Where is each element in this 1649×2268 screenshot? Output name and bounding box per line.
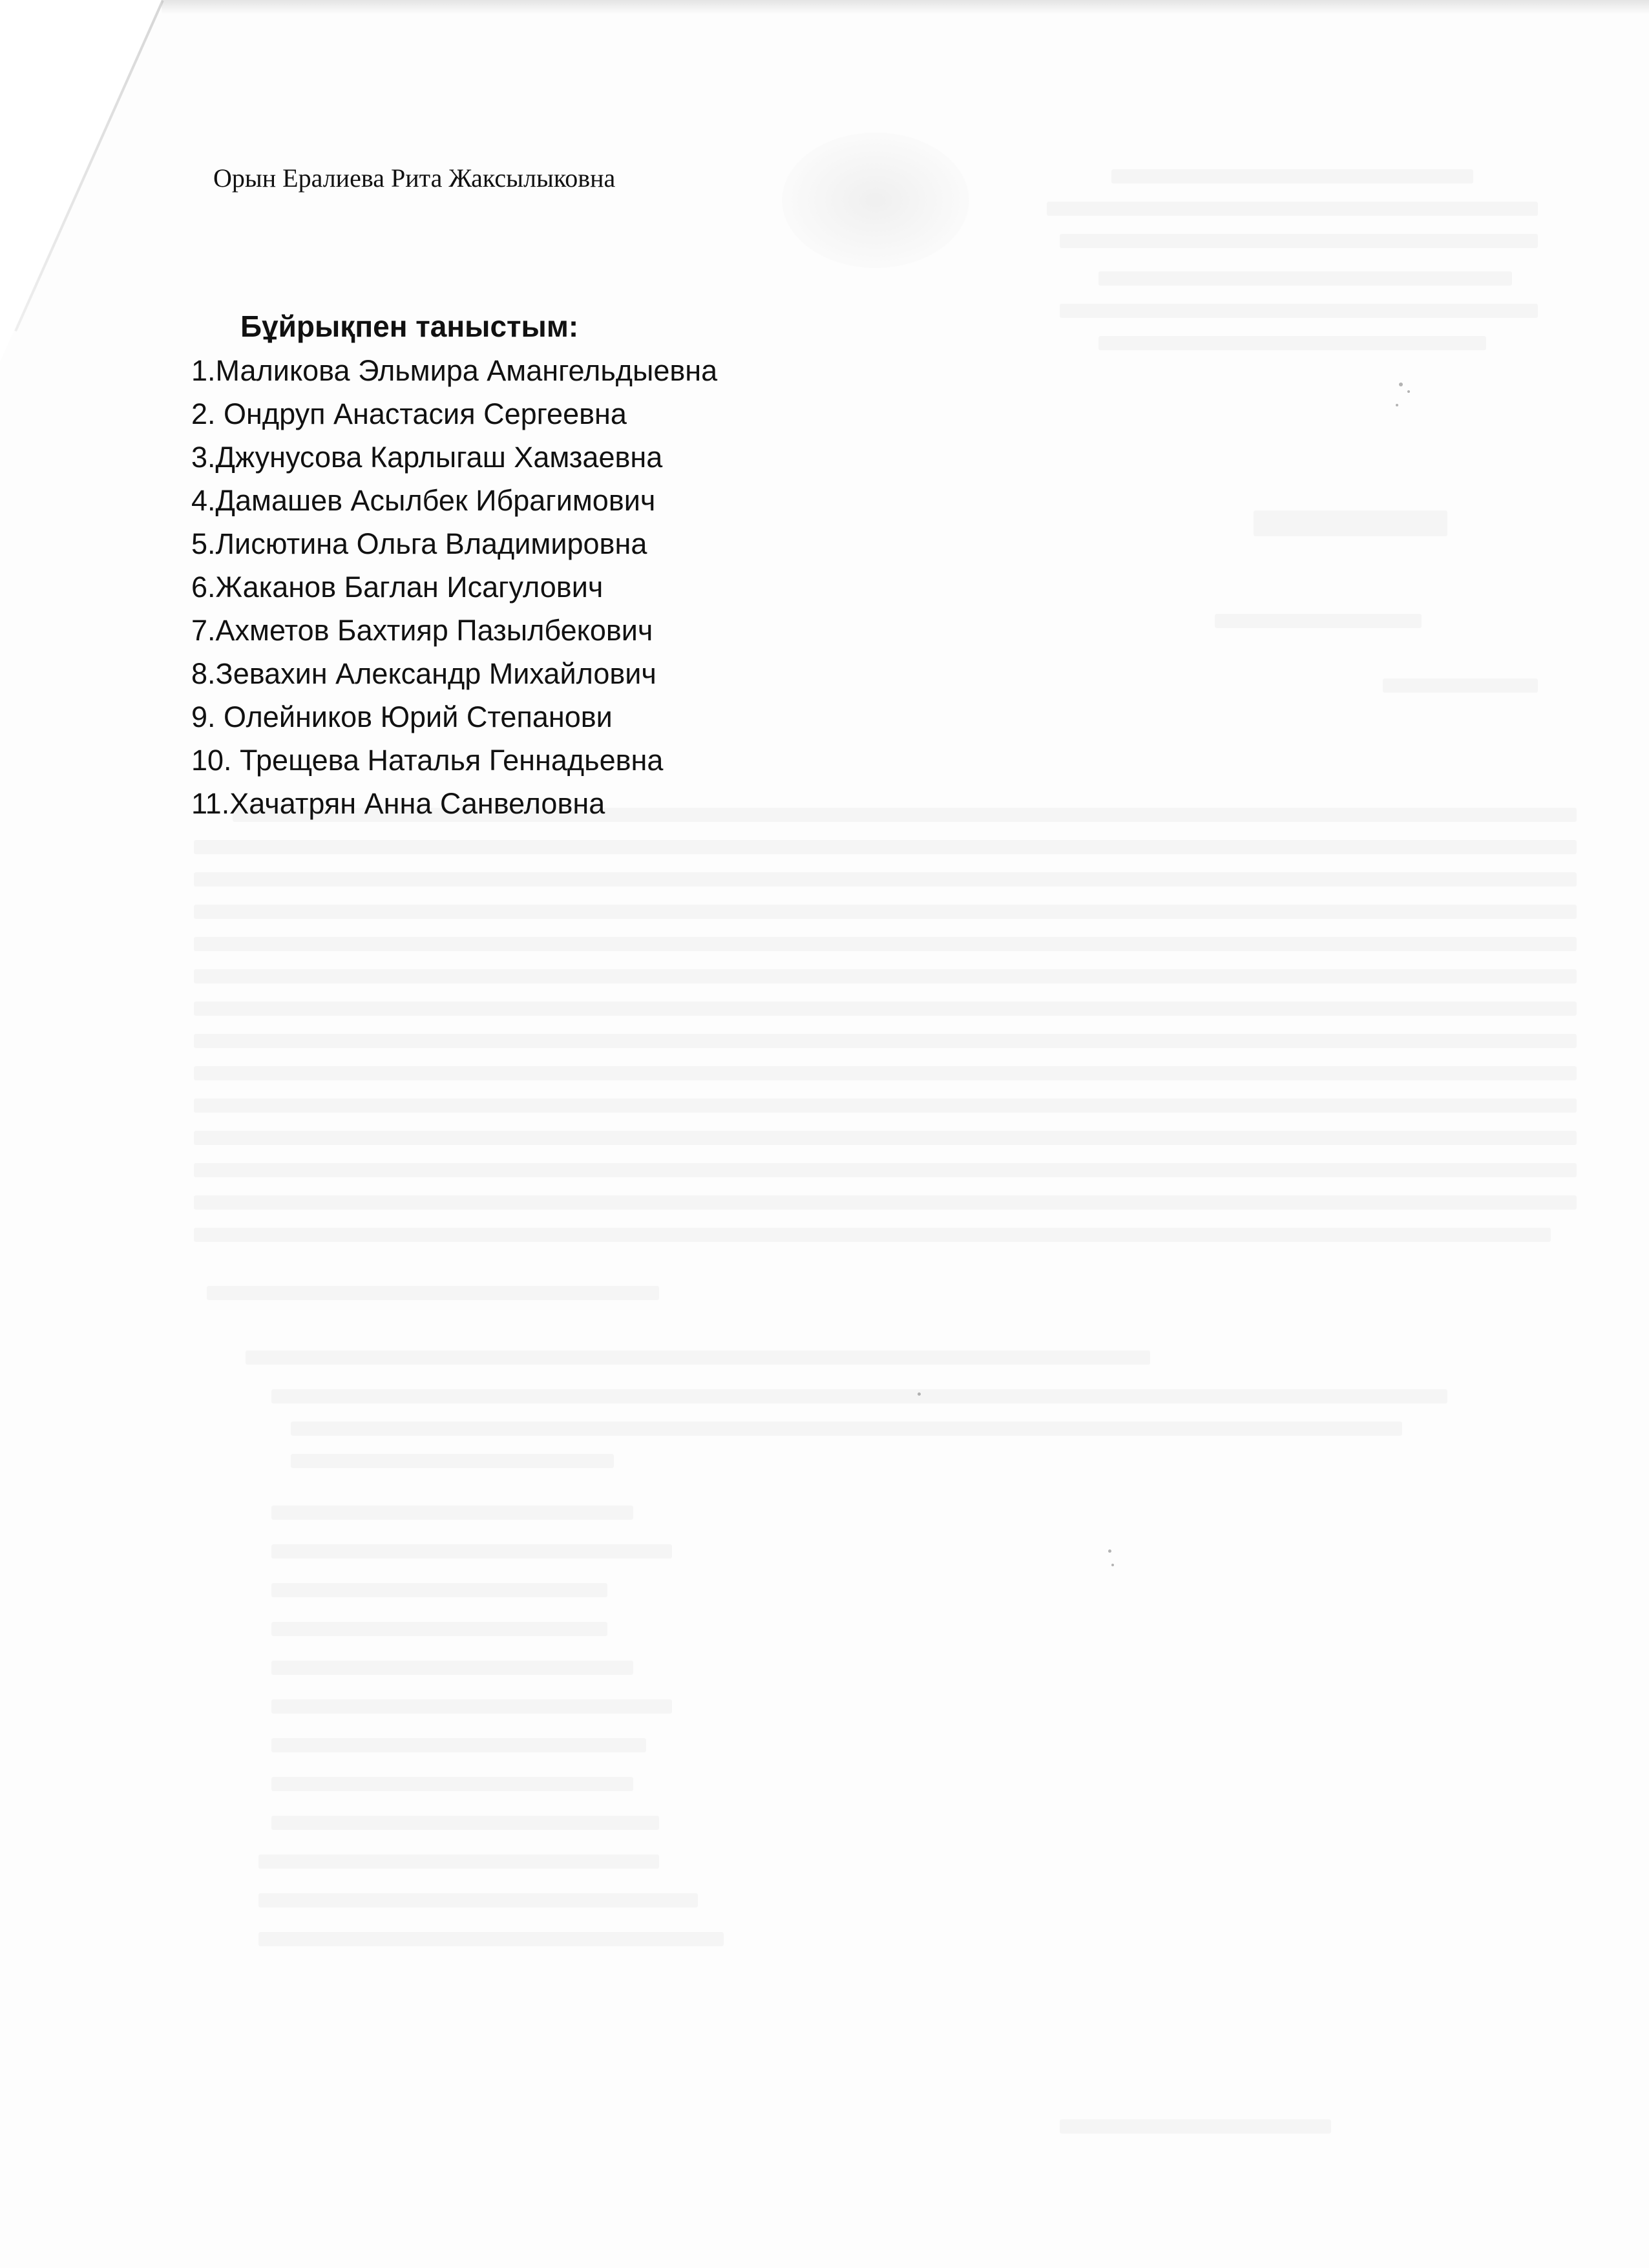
list-item: 7.Ахметов Бахтияр Пазылбекович — [191, 614, 653, 647]
list-item: 9. Олейников Юрий Степанови — [191, 700, 613, 733]
bleed-through-line — [291, 1454, 614, 1468]
bleed-through-line — [271, 1777, 633, 1791]
bleed-through-line — [1215, 614, 1422, 628]
bleed-through-line — [194, 1163, 1577, 1177]
bleed-through-line — [271, 1738, 646, 1752]
bleed-through-line — [1060, 2119, 1331, 2134]
bleed-through-line — [271, 1506, 633, 1520]
bleed-through-line — [194, 1195, 1577, 1210]
bleed-through-line — [194, 1228, 1551, 1242]
bleed-through-line — [1254, 510, 1447, 536]
list-item: 10. Трещева Наталья Геннадьевна — [191, 744, 664, 777]
bleed-through-line — [246, 1350, 1150, 1365]
list-item: 4.Дамашев Асылбек Ибрагимович — [191, 484, 656, 517]
scan-speck — [1396, 404, 1398, 406]
bleed-through-line — [1111, 169, 1473, 184]
bleed-through-line — [271, 1583, 607, 1597]
bleed-through-line — [194, 937, 1577, 951]
bleed-through-line — [258, 1893, 698, 1907]
scan-speck — [918, 1392, 921, 1396]
bleed-through-line — [194, 1131, 1577, 1145]
scan-top-shadow — [162, 0, 1649, 14]
bleed-through-line — [1098, 336, 1486, 350]
scan-speck — [1399, 383, 1403, 386]
bleed-through-stamp — [782, 132, 969, 268]
bleed-through-line — [258, 1854, 659, 1869]
bleed-through-line — [194, 872, 1577, 887]
scan-speck — [1407, 390, 1410, 393]
bleed-through-line — [194, 905, 1577, 919]
bleed-through-line — [207, 1286, 659, 1300]
bleed-through-line — [271, 1544, 672, 1559]
bleed-through-line — [1060, 234, 1538, 248]
bleed-through-line — [194, 1002, 1577, 1016]
bleed-through-line — [1383, 678, 1538, 693]
bleed-through-line — [271, 1622, 607, 1636]
list-item: 11.Хачатрян Анна Санвеловна — [191, 787, 605, 820]
scan-speck — [1108, 1549, 1111, 1553]
list-item: 3.Джунусова Карлыгаш Хамзаевна — [191, 441, 663, 474]
bleed-through-line — [194, 1034, 1577, 1048]
bleed-through-line — [291, 1422, 1402, 1436]
bleed-through-line — [1098, 271, 1512, 286]
bleed-through-line — [194, 840, 1577, 854]
list-item: 8.Зевахин Александр Михайлович — [191, 657, 656, 690]
bleed-through-line — [194, 1066, 1577, 1080]
bleed-through-line — [271, 1699, 672, 1714]
bleed-through-line — [194, 969, 1577, 983]
bleed-through-line — [258, 1932, 724, 1946]
bleed-through-line — [1060, 304, 1538, 318]
bleed-through-line — [271, 1389, 1447, 1403]
bleed-through-line — [271, 1661, 633, 1675]
bleed-through-line — [1047, 202, 1538, 216]
bleed-through-line — [194, 1098, 1577, 1113]
list-item: 2. Ондруп Анастасия Сергеевна — [191, 397, 627, 430]
signer-line: Орын Ералиева Рита Жаксылыковна — [213, 163, 616, 193]
bleed-through-line — [271, 1816, 659, 1830]
acknowledgement-list — [191, 349, 717, 825]
list-item: 5.Лисютина Ольга Владимировна — [191, 527, 647, 560]
list-item: 1.Маликова Эльмира Амангельдыевна — [191, 354, 718, 387]
acknowledgement-heading: Бұйрықпен таныстым: — [240, 310, 579, 343]
scan-speck — [1111, 1564, 1114, 1566]
list-item: 6.Жаканов Баглан Исагулович — [191, 571, 604, 604]
